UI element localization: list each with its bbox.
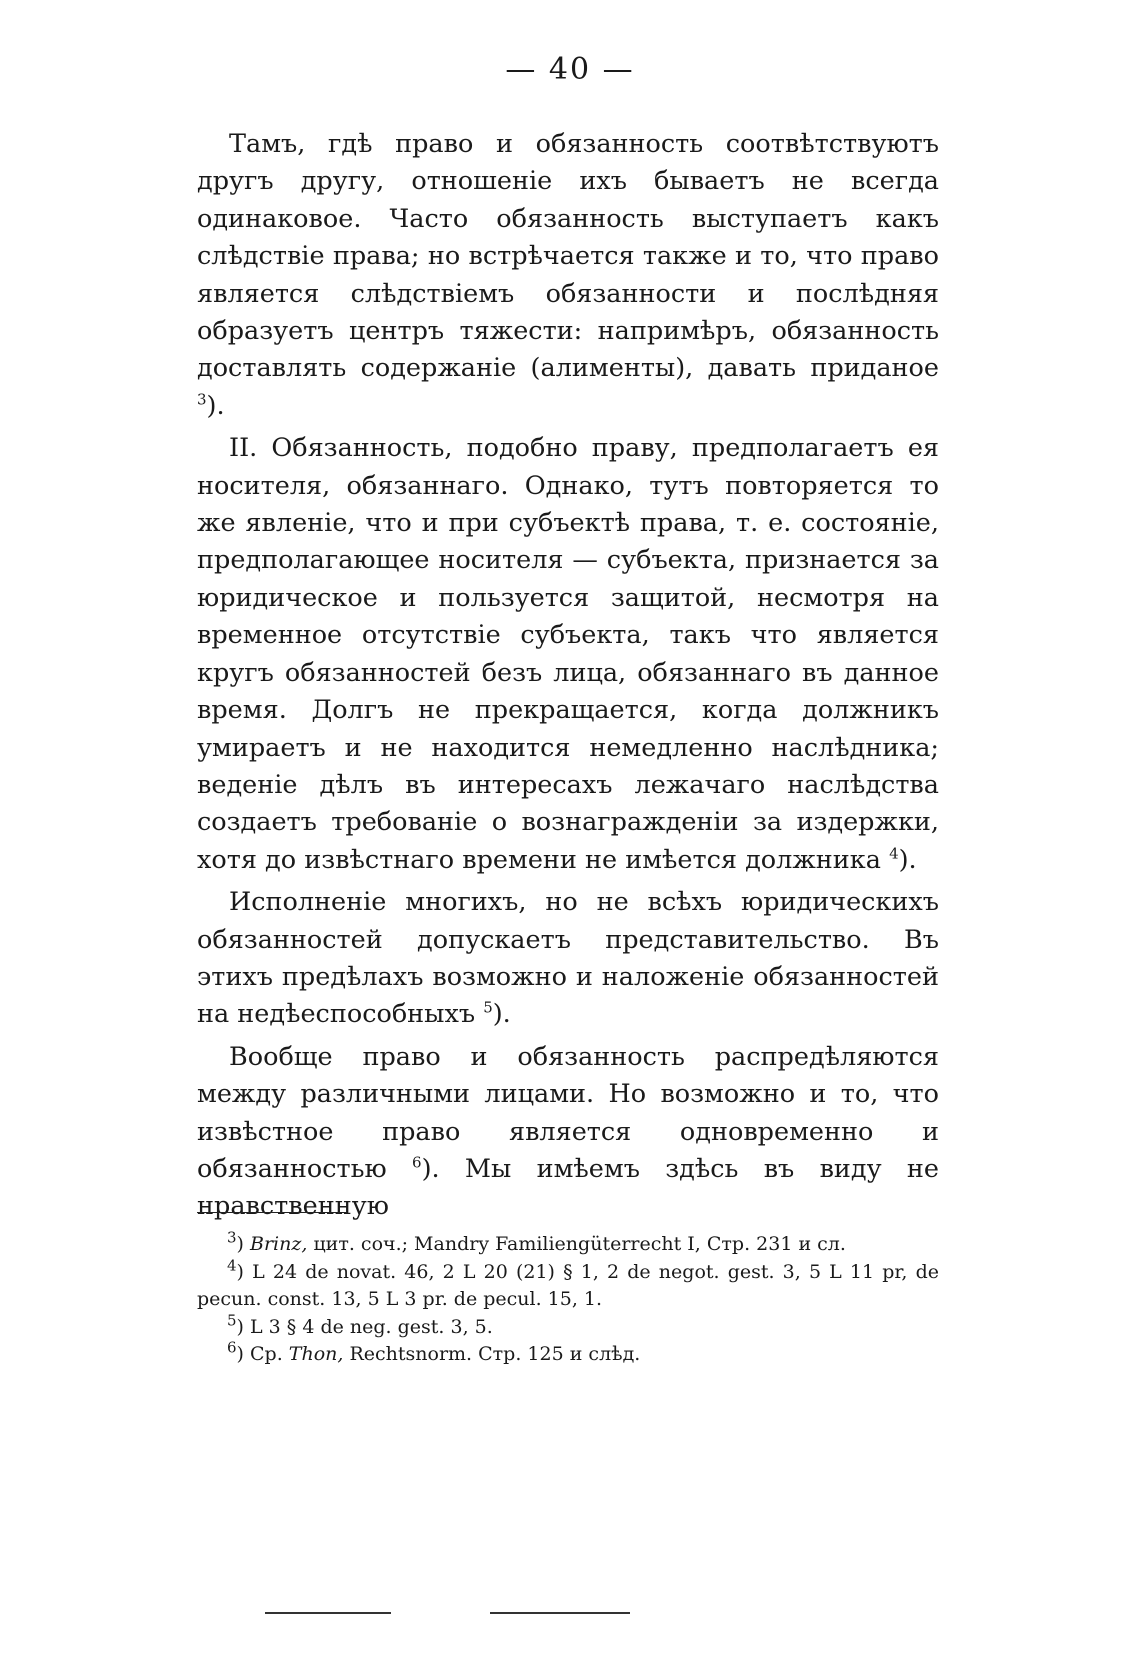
footnote-ref-3: 3 xyxy=(197,390,207,409)
footnote-ref-4: 4 xyxy=(889,844,899,863)
paragraph: Вообще право и обязанность распредѣляются между различными лицами. Но возможно и то, что извѣстное право является одновременно и обязанностью $^6$). Мы имѣемъ здѣсь въ виду не нравственную xyxy=(197,1041,939,1222)
paragraph: Тамъ, гдѣ право и обязанность соотвѣтствуютъ другъ другу, отношеніе ихъ бываетъ не всегда одинаковое. Часто обязанность выступаетъ какъ слѣдствіе права; но встрѣчается также и то, что право является слѣдствіемъ обязанности и послѣдняя образуетъ центръ тяжести: напримѣръ, обязанность доставлять содержаніе (алименты), давать приданое $^3$). xyxy=(197,129,939,421)
bottom-rule-right xyxy=(490,1612,630,1614)
footnote-4: $^4$) L 24 de novat. 46, 2 L 20 (21) § 1, 2 de negot. gest. 3, 5 L 11 pr, de pecun. const. 13, 5 L 3 pr. de pecul. 15, 1. xyxy=(197,1256,939,1310)
page-number: — 40 — xyxy=(505,52,635,87)
bottom-rule-left xyxy=(265,1612,391,1614)
footnote-divider xyxy=(197,1212,347,1213)
footnote-6: $^6$) Ср. Thon, Rechtsnorm. Стр. 125 и слѣд. xyxy=(227,1338,641,1365)
footnote-3: $^3$) Brinz, цит. соч.; Mandry Familiengüterrecht I, Стр. 231 и сл. xyxy=(227,1228,846,1255)
main-text xyxy=(197,126,939,1231)
footnote-ref-6: 6 xyxy=(412,1153,422,1172)
footnote-ref-5: 5 xyxy=(483,998,493,1017)
paragraph: Исполненіе многихъ, но не всѣхъ юридическихъ обязанностей допускаетъ представительство. Въ этихъ предѣлахъ возможно и наложеніе обязанностей на недѣеспособныхъ $^5$). xyxy=(197,887,939,1030)
paragraph: II. Обязанность, подобно праву, предполагаетъ ея носителя, обязаннаго. Однако, тутъ повторяется то же явленіе, что и при субъектѣ права, т. е. состояніе, предполагающее носителя — субъекта, признается за юридическое и пользуется защитой, несмотря на временное отсутствіе субъекта, такъ что является кругъ обязанностей безъ лица, обязаннаго въ данное время. Долгъ не прекращается, когда должникъ умираетъ и не находится немедленно наслѣдника; веденіе дѣлъ въ интересахъ лежачаго наслѣдства создаетъ требованіе о вознагражденіи за издержки, хотя до извѣстнаго времени не имѣется должника $^4$). xyxy=(197,433,939,875)
footnotes xyxy=(197,1228,939,1369)
footnote-5: $^5$) L 3 § 4 de neg. gest. 3, 5. xyxy=(227,1311,493,1338)
